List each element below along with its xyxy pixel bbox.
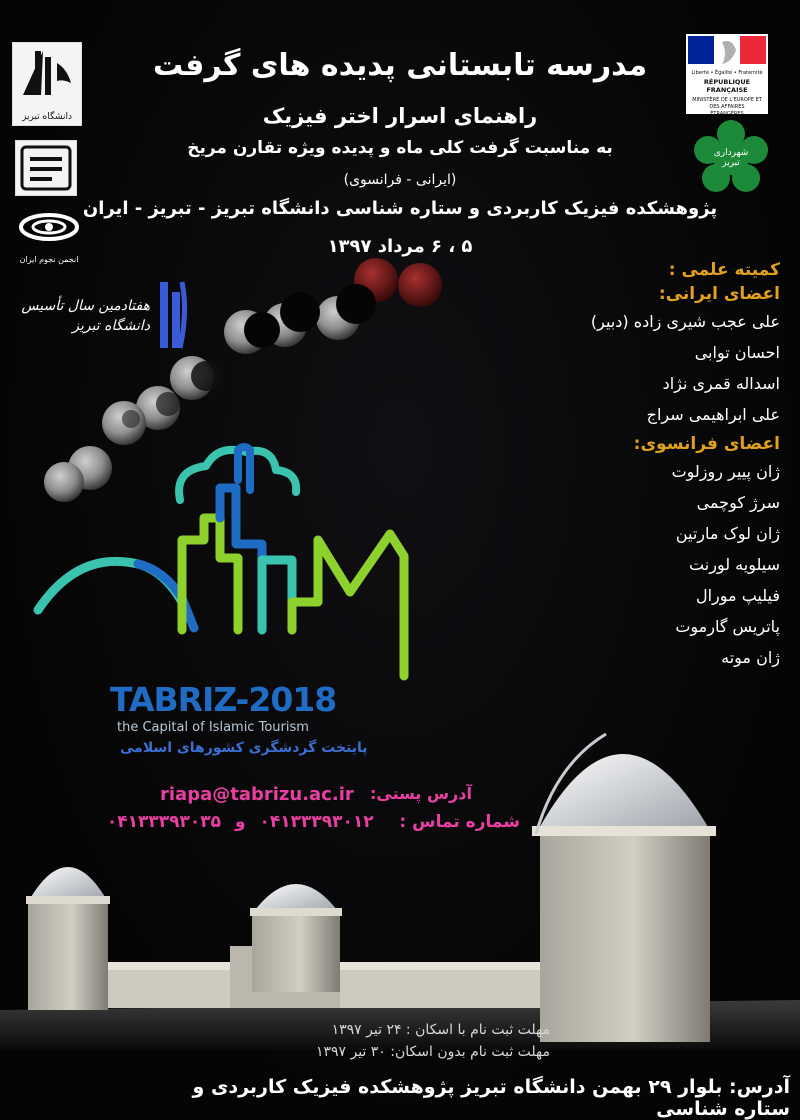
tabriz-university-label: دانشگاه تبریز bbox=[22, 112, 72, 122]
scientific-committee bbox=[480, 258, 780, 673]
poster-subtitle: راهنمای اسرار اختر فیزیک bbox=[262, 104, 538, 128]
observatory-illustration bbox=[0, 710, 800, 1050]
tabriz-2018-tagline: the Capital of Islamic Tourism bbox=[117, 720, 309, 735]
university-emblem-icon bbox=[13, 43, 81, 107]
phone-number-1[interactable]: ۰۴۱۳۳۳۹۳۰۱۲ bbox=[259, 812, 374, 832]
moon-phase bbox=[316, 284, 376, 340]
galaxy-icon bbox=[18, 205, 80, 251]
poster-institute: پژوهشکده فیزیک کاربردی و ستاره شناسی دانشگاه تبریز - تبریز - ایران bbox=[82, 198, 718, 219]
astro-society-label: انجمن نجوم ایران bbox=[19, 255, 79, 264]
moon-phase bbox=[102, 401, 146, 445]
france-motto: Liberté • Égalité • Fraternité bbox=[691, 70, 763, 76]
moon-phase bbox=[224, 310, 280, 354]
list-item: پاتریس گارموت bbox=[675, 617, 780, 636]
phone-label: شماره تماس : bbox=[399, 812, 520, 832]
tabriz-2018-name: TABRIZ-2018 bbox=[110, 680, 337, 719]
french-republic-logo bbox=[686, 34, 768, 117]
email-label: آدرس پستی: bbox=[370, 784, 472, 803]
postal-address: آدرس: بلوار ۲۹ بهمن دانشگاه تبریز پژوهشکده فیزیک کاربردی و ستاره شناسی bbox=[192, 1076, 790, 1120]
list-item: ژان لوک مارتین bbox=[675, 524, 780, 543]
astro-society-logo bbox=[18, 205, 80, 263]
list-item: فیلیپ مورال bbox=[695, 586, 780, 605]
poster-occasion: به مناسبت گرفت کلی ماه و پدیده ویژه تقارن مریخ bbox=[187, 138, 613, 158]
list-item: علی ابراهیمی سراج bbox=[646, 405, 780, 424]
anniversary-label: هفتادمین سال تأسیس دانشگاه تبریز bbox=[21, 298, 150, 334]
registration-deadline-with-accommodation: مهلت ثبت نام با اسکان : ۲۴ تیر ۱۳۹۷ bbox=[331, 1022, 550, 1038]
phone-number-2[interactable]: ۰۴۱۳۳۳۹۳۰۳۵ bbox=[106, 812, 222, 832]
french-members-heading: اعضای فرانسوی: bbox=[633, 434, 780, 454]
physics-society-logo bbox=[15, 140, 77, 196]
registration-deadline-without-accommodation: مهلت ثبت نام بدون اسکان: ۳۰ تیر ۱۳۹۷ bbox=[315, 1044, 550, 1060]
email-address[interactable]: riapa@tabrizu.ac.ir bbox=[160, 784, 354, 805]
list-item: علی عجب شیری زاده (دبیر) bbox=[590, 312, 780, 331]
tabriz-2018-persian: پایتخت گردشگری کشورهای اسلامی bbox=[120, 740, 368, 756]
anniversary-emblem-icon bbox=[156, 276, 190, 356]
france-republic: RÉPUBLIQUE FRANÇAISE bbox=[703, 78, 751, 94]
society-emblem-icon bbox=[16, 141, 76, 195]
poster-partners: (ایرانی - فرانسوی) bbox=[343, 172, 457, 188]
middle-observatory bbox=[250, 884, 342, 992]
municipality-logo bbox=[694, 120, 768, 194]
list-item: ژان پییر روزلوت bbox=[671, 462, 780, 481]
municipality-label: شهرداری تبریز bbox=[713, 148, 749, 168]
tabriz-2018-emblem bbox=[30, 440, 430, 690]
list-item: احسان توابی bbox=[694, 343, 780, 362]
phone-join: و bbox=[234, 812, 246, 832]
committee-heading: کمیته علمی : bbox=[668, 260, 780, 280]
main-observatory bbox=[532, 734, 716, 1042]
iranian-members-heading: اعضای ایرانی: bbox=[658, 284, 780, 304]
list-item: سرژ کوچمی bbox=[696, 493, 780, 512]
poster-dates: ۵ ، ۶ مرداد ۱۳۹۷ bbox=[327, 236, 473, 257]
moon-red bbox=[398, 263, 442, 307]
left-observatory bbox=[26, 867, 110, 1010]
list-item: اسداله قمری نژاد bbox=[662, 374, 780, 393]
france-ministry: MINISTÈRE DE L'EUROPE ET DES AFFAIRES ÉTRANGÈRES bbox=[692, 97, 762, 117]
list-item: ژان موته bbox=[721, 648, 780, 667]
anniversary-logo bbox=[10, 272, 190, 364]
list-item: سیلویه لورنت bbox=[689, 555, 780, 574]
poster-title: مدرسه تابستانی پدیده های گرفت bbox=[152, 48, 648, 83]
marianne-flag-icon bbox=[686, 34, 768, 66]
tabriz-university-logo bbox=[12, 42, 82, 126]
